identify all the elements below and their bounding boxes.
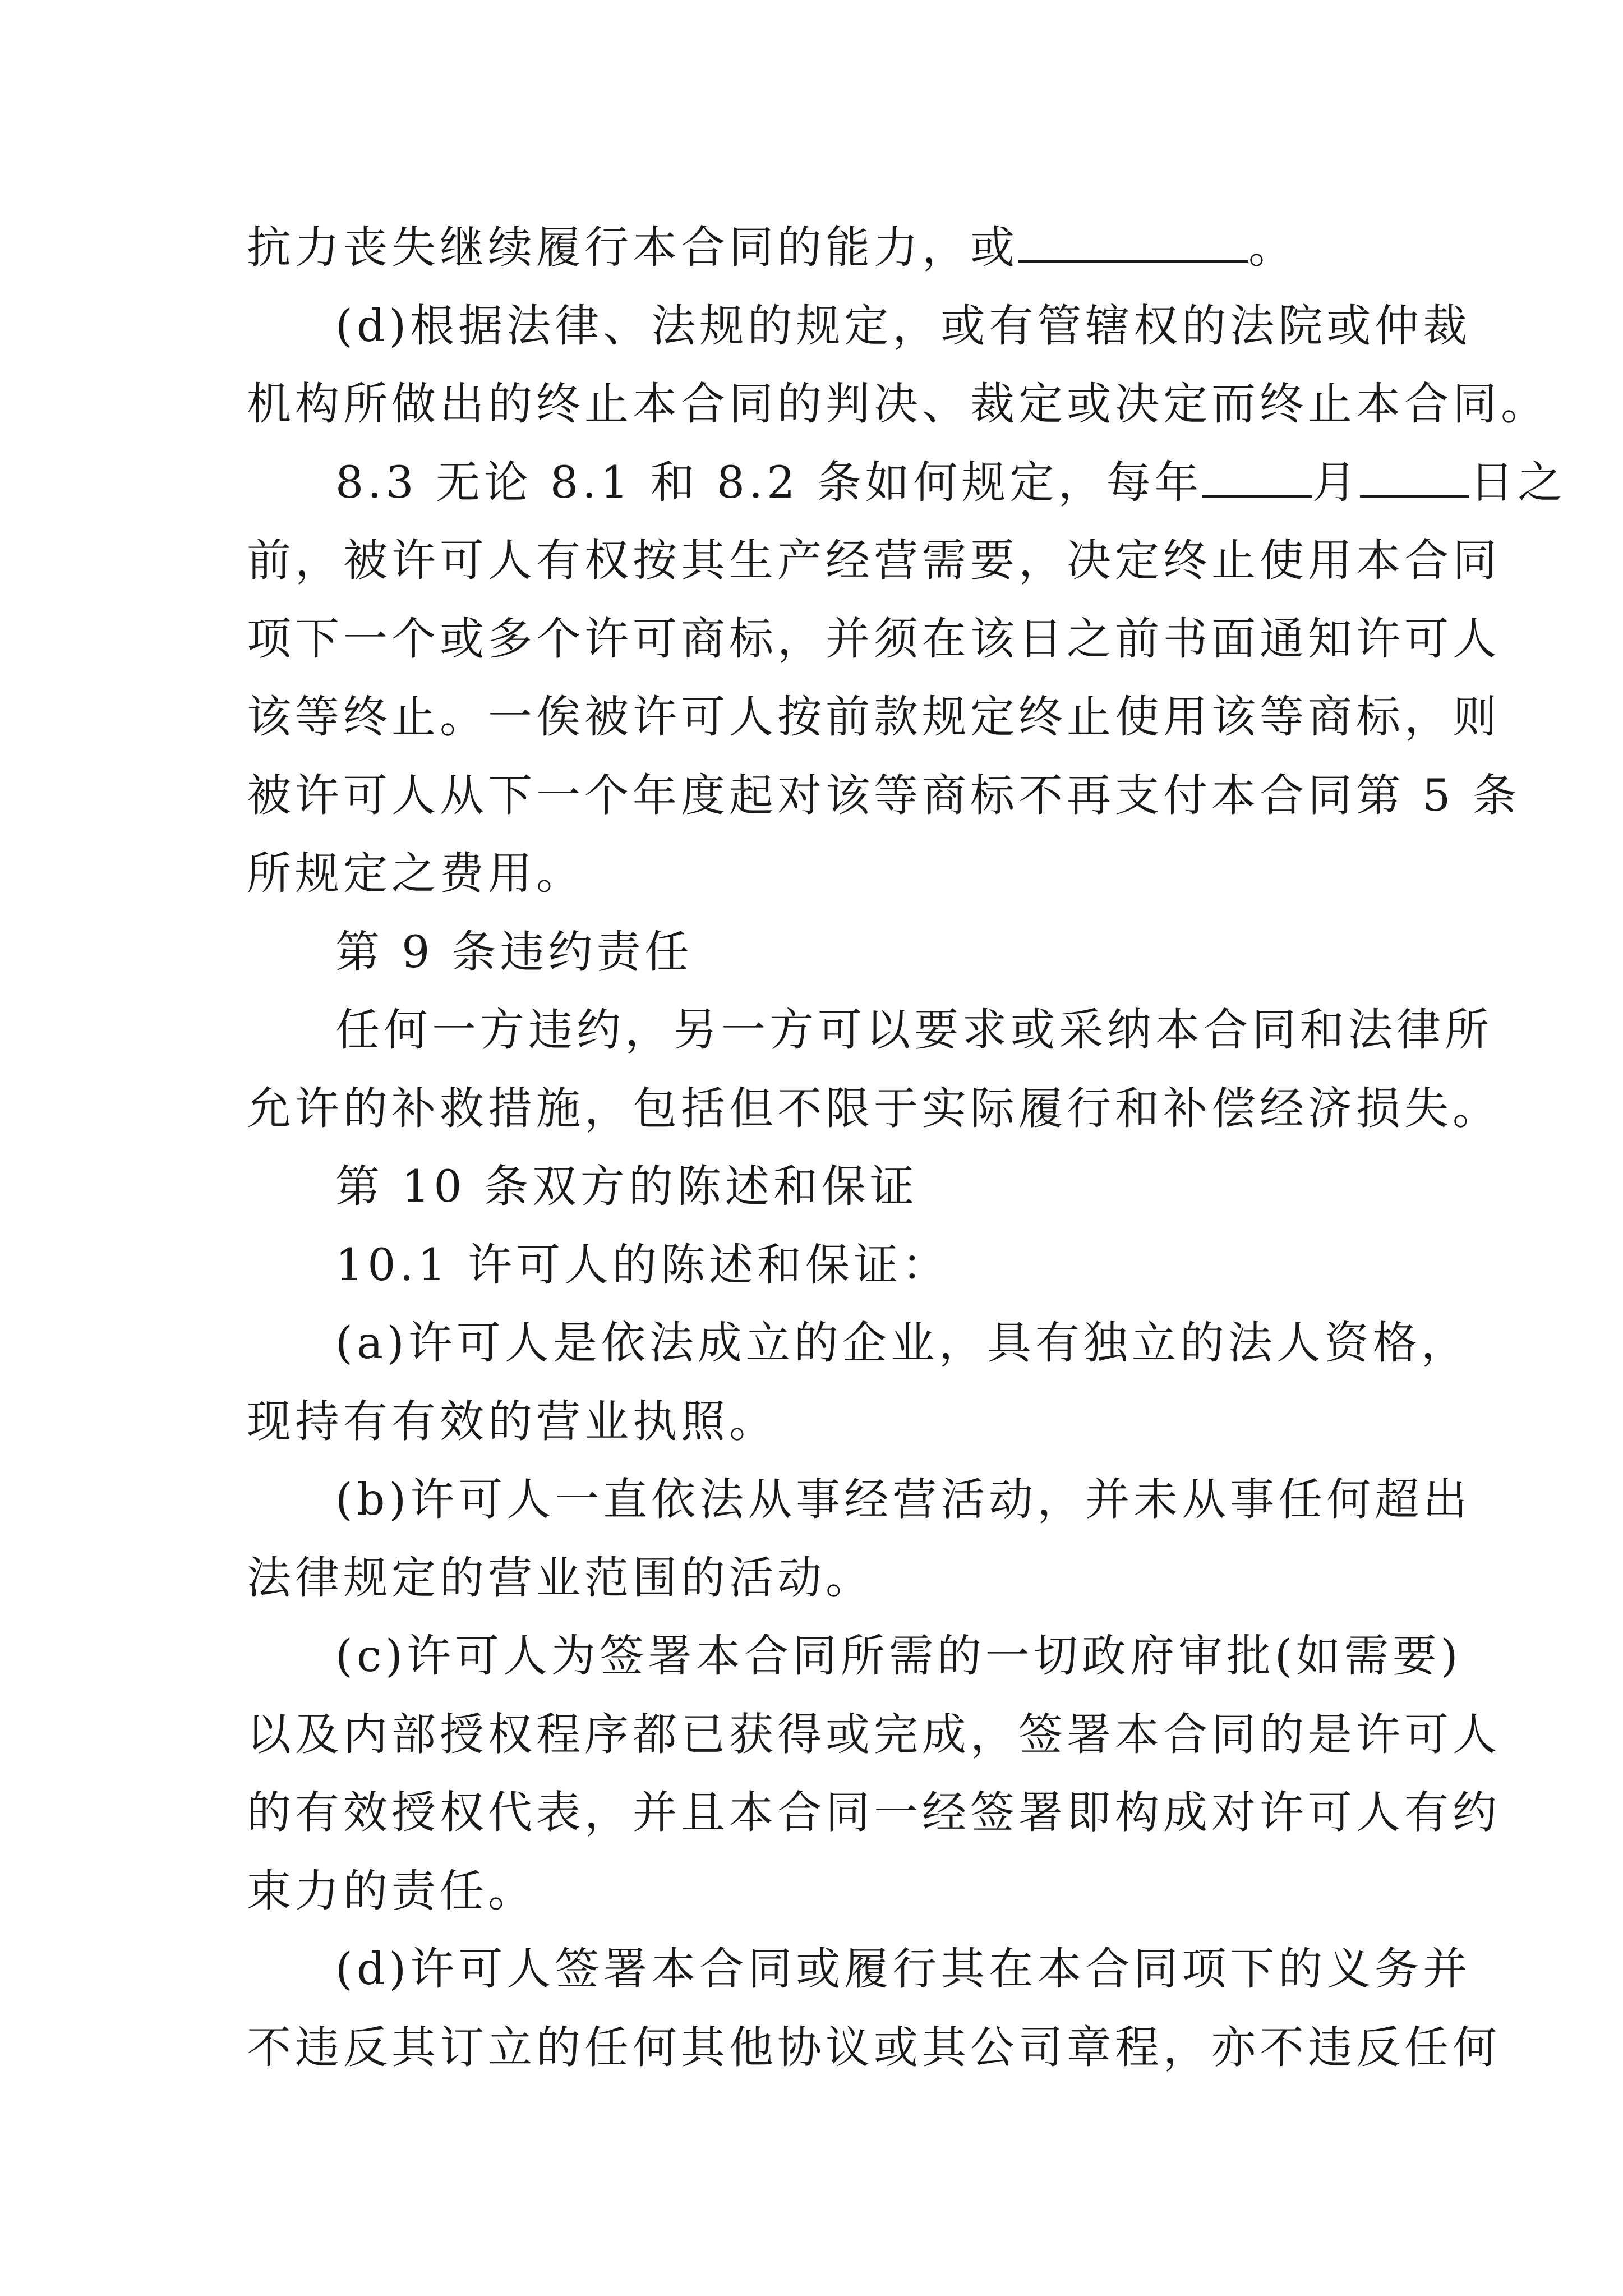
text-line: 的有效授权代表，并且本合同一经签署即构成对许可人有约 [247, 1787, 1501, 1838]
text-line: (b)许可人一直依法从事经营活动，并未从事任何超出 [335, 1474, 1472, 1525]
text-line: (d)根据法律、法规的规定，或有管辖权的法院或仲裁 [335, 300, 1472, 352]
section-heading: 第 10 条双方的陈述和保证 [335, 1161, 918, 1212]
month-blank[interactable] [1202, 454, 1312, 498]
text-line: 以及内部授权程序都已获得或完成，签署本合同的是许可人 [247, 1708, 1501, 1760]
text-line: 法律规定的营业范围的活动。 [247, 1552, 874, 1604]
text-run: 。 [1248, 222, 1297, 273]
text-line [247, 209, 1391, 287]
text-line: 任何一方违约，另一方可以要求或采纳本合同和法律所 [335, 1004, 1493, 1056]
text-line: (c)许可人为签署本合同所需的一切政府审批(如需要) [335, 1630, 1462, 1682]
text-run: 月 [1312, 456, 1361, 508]
text-line: (a)许可人是依法成立的企业，具有独立的法人资格， [335, 1317, 1469, 1369]
text-line: 前，被许可人有权按其生产经营需要，决定终止使用本合同 [247, 535, 1501, 586]
text-line: 允许的补救措施，包括但不限于实际履行和补偿经济损失。 [247, 1082, 1501, 1134]
text-line: 所规定之费用。 [247, 848, 584, 899]
subsection-heading: 10.1 许可人的陈述和保证： [335, 1239, 951, 1291]
text-line: 现持有有效的营业执照。 [247, 1395, 777, 1447]
text-run: 8.3 无论 8.1 和 8.2 条如何规定，每年 [335, 456, 1203, 508]
day-blank[interactable] [1360, 454, 1469, 498]
text-line: 不违反其订立的任何其他协议或其公司章程，亦不违反任何 [247, 2021, 1501, 2073]
document-body [247, 209, 1566, 2087]
text-line: 束力的责任。 [247, 1865, 536, 1917]
text-run: 日之 [1469, 456, 1566, 508]
section-heading: 第 9 条违约责任 [335, 926, 693, 978]
text-line: 机构所做出的终止本合同的判决、裁定或决定而终止本合同。 [247, 378, 1549, 430]
text-run: 抗力丧失继续履行本合同的能力，或 [247, 222, 1018, 273]
text-line: (d)许可人签署本合同或履行其在本合同项下的义务并 [335, 1943, 1472, 1995]
text-line: 被许可人从下一个年度起对该等商标不再支付本合同第 5 条 [247, 769, 1521, 821]
fill-in-blank[interactable] [1018, 219, 1248, 263]
text-line [247, 444, 1566, 522]
text-line: 该等终止。一俟被许可人按前款规定终止使用该等商标，则 [247, 691, 1501, 743]
text-line: 项下一个或多个许可商标，并须在该日之前书面通知许可人 [247, 613, 1501, 665]
